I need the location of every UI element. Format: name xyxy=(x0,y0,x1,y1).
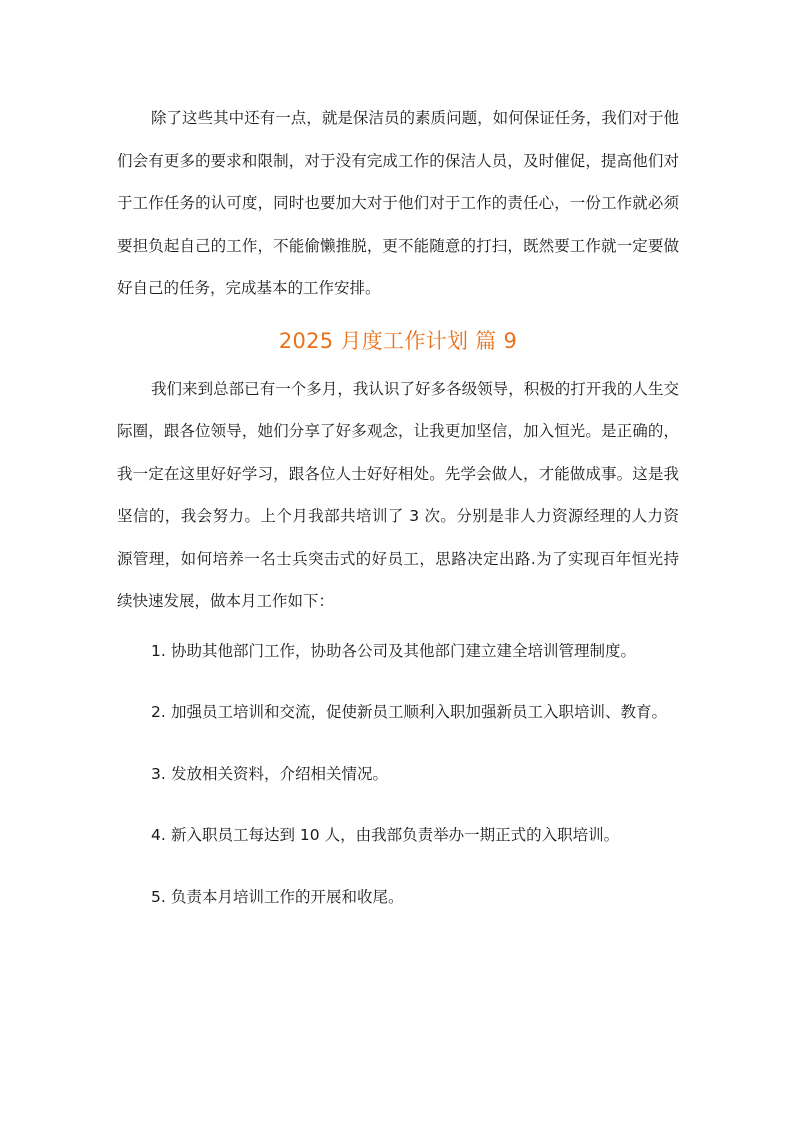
task-list xyxy=(117,637,679,911)
list-item xyxy=(117,883,679,911)
list-item-number: 2. xyxy=(151,703,166,721)
list-item-number: 1. xyxy=(151,641,166,660)
list-item-text: 加强员工培训和交流，促使新员工顺利入职加强新员工入职培训、教育。 xyxy=(171,703,668,721)
list-item xyxy=(117,698,679,726)
document-content xyxy=(117,97,679,944)
list-item-text: 发放相关资料，介绍相关情况。 xyxy=(171,764,389,783)
list-item-text: 新入职员工每达到 10 人，由我部负责举办一期正式的入职培训。 xyxy=(171,826,620,844)
list-item xyxy=(117,637,679,665)
list-item xyxy=(117,821,679,849)
list-item-text: 负责本月培训工作的开展和收尾。 xyxy=(171,887,404,906)
intro-paragraph: 除了这些其中还有一点，就是保洁员的素质问题，如何保证任务，我们对于他们会有更多的要求和限制，对于没有完成工作的保洁人员，及时催促，提高他们对于工作任务的认可度，同时也要加大对于他们对于工作的责任心，一份工作就必须要担负起自己的工作，不能偷懒推脱，更不能随意的打扫，既然要工作就一定要做好自己的任务，完成基本的工作安排。 xyxy=(117,109,679,297)
section-heading: 2025 月度工作计划 篇 9 xyxy=(278,328,518,353)
list-item-text: 协助其他部门工作，协助各公司及其他部门建立建全培训管理制度。 xyxy=(171,641,637,660)
list-item-number: 4. xyxy=(151,826,166,844)
list-item-number: 5. xyxy=(151,887,166,906)
body-paragraph: 我们来到总部已有一个多月，我认识了好多各级领导，积极的打开我的人生交际圈，跟各位领导，她们分享了好多观念，让我更加坚信，加入恒光。是正确的，我一定在这里好好学习，跟各位人士好好相处。先学会做人，才能做成事。这是我坚信的，我会努力。上个月我部共培训了 3 次。分别是非人力资源经理的人力资源管理，如何培养一名士兵突击式的好员工，思路决定出路.为了实现百年恒光持续快速发展，做本月工作如下： xyxy=(117,379,679,610)
list-item-number: 3. xyxy=(151,764,166,783)
list-item xyxy=(117,760,679,788)
